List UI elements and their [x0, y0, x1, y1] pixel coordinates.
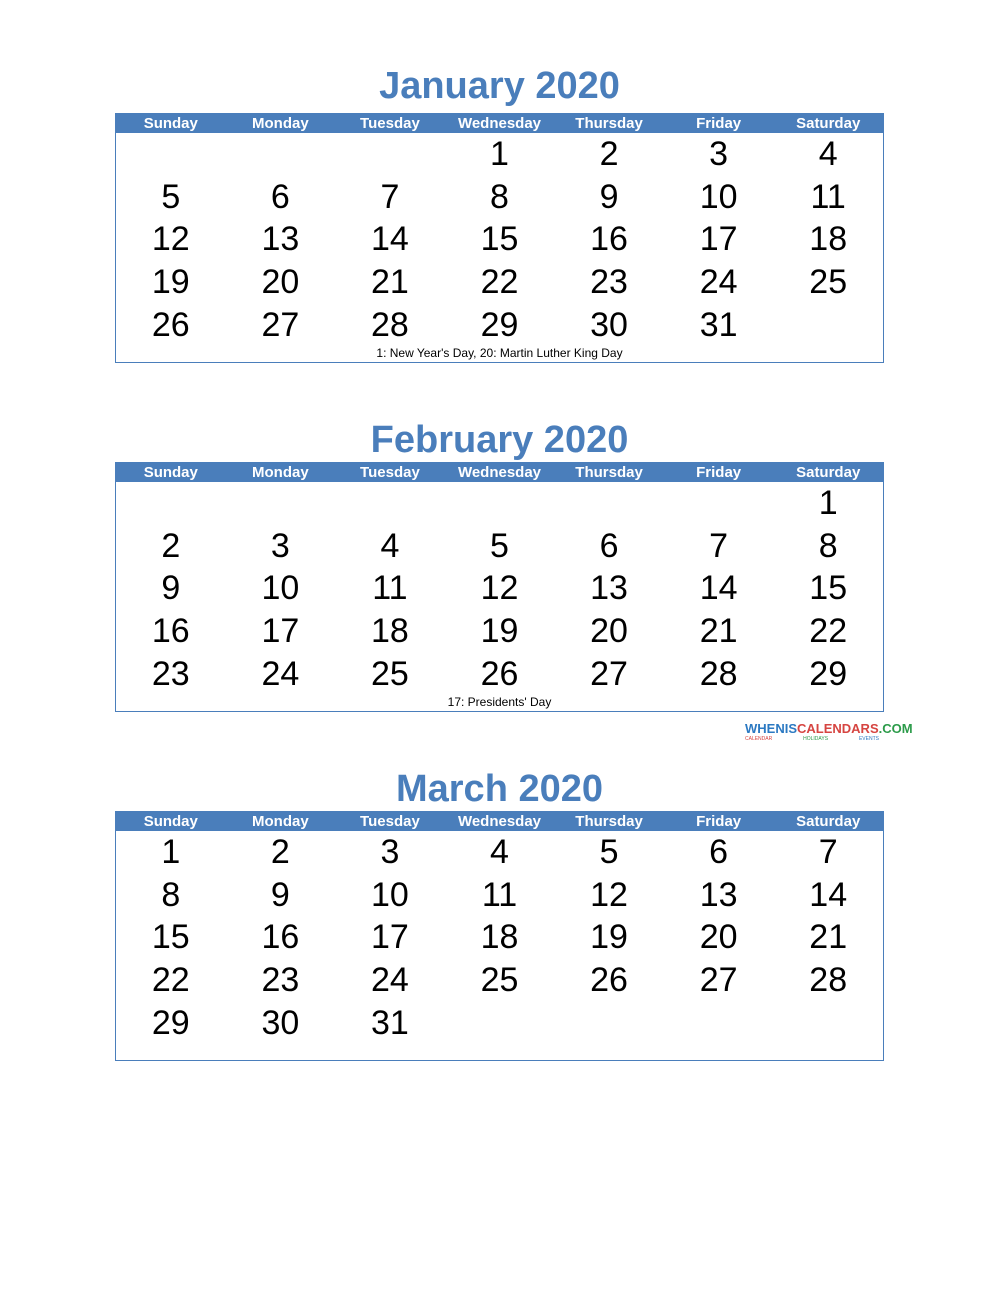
- weekday-label: Monday: [252, 464, 309, 481]
- weekday-label: Friday: [696, 464, 742, 481]
- day-cell: 2: [599, 135, 619, 173]
- day-cell: 27: [261, 305, 300, 344]
- day-cell: 31: [699, 305, 738, 344]
- day-cell: 17: [261, 612, 300, 651]
- day-cell: 19: [151, 263, 190, 302]
- day-cell: 27: [699, 961, 738, 1000]
- day-cell: 2: [270, 833, 290, 871]
- day-cell: 3: [709, 135, 729, 173]
- day-cell: 9: [270, 875, 290, 914]
- weekday-header: [116, 113, 883, 133]
- day-cell: 18: [809, 220, 848, 259]
- day-cell: 28: [809, 961, 848, 1000]
- day-cell: 1: [161, 833, 181, 871]
- day-cell: 25: [480, 961, 519, 1000]
- holiday-note: 1: New Year's Day, 20: Martin Luther King Day: [376, 346, 623, 361]
- day-cell: 13: [699, 875, 738, 914]
- day-cell: [335, 133, 445, 176]
- day-cell: 10: [699, 177, 738, 216]
- day-cell: 2: [161, 526, 181, 565]
- weekday-header: [116, 811, 883, 831]
- day-cell: 7: [380, 177, 400, 216]
- day-cell: 5: [490, 526, 509, 565]
- day-cell: 9: [161, 569, 181, 608]
- day-cell: 11: [810, 177, 846, 216]
- weekday-label: Sunday: [143, 464, 198, 481]
- day-cell: 22: [809, 612, 848, 651]
- day-cell: 5: [599, 833, 619, 871]
- day-cell: 4: [818, 135, 838, 173]
- logo-tagline: CALENDAR HOLIDAYS EVENTS: [745, 736, 879, 742]
- day-cell: 24: [371, 961, 409, 1000]
- day-cell: 12: [480, 569, 519, 608]
- day-cell: 8: [490, 177, 509, 216]
- day-cell: 26: [151, 305, 190, 344]
- day-cell: 12: [590, 875, 628, 914]
- day-cell: 3: [270, 526, 290, 565]
- day-cell: 22: [480, 263, 519, 302]
- day-cell: 25: [809, 263, 848, 302]
- day-cell: 21: [371, 263, 409, 302]
- day-cell: 13: [261, 220, 300, 259]
- weekday-label: Tuesday: [360, 464, 420, 481]
- day-cell: 26: [480, 654, 519, 693]
- day-cell: 1: [818, 484, 838, 522]
- day-cell: 17: [371, 918, 409, 957]
- weekday-label: Thursday: [575, 813, 643, 830]
- holiday-note: [116, 1044, 883, 1060]
- day-cell: [445, 1002, 555, 1045]
- day-cell: 16: [261, 918, 300, 957]
- day-cell: 9: [599, 177, 619, 216]
- day-cell: 8: [161, 875, 181, 914]
- weekday-label: Thursday: [575, 115, 643, 132]
- day-cell: 21: [699, 612, 738, 651]
- weekday-label: Friday: [696, 115, 742, 132]
- weekday-label: Saturday: [796, 813, 861, 830]
- day-cell: [664, 1002, 774, 1045]
- weekday-label: Tuesday: [360, 813, 420, 830]
- weekday-label: Wednesday: [457, 813, 542, 830]
- day-cell: 14: [809, 875, 848, 914]
- day-cell: 6: [270, 177, 290, 216]
- day-cell: [116, 482, 226, 525]
- day-cell: 4: [490, 833, 509, 871]
- day-cell: 20: [261, 263, 300, 302]
- day-cell: [773, 1002, 883, 1045]
- weekday-label: Monday: [252, 115, 309, 132]
- day-cell: 27: [590, 654, 628, 693]
- day-cell: 23: [261, 961, 300, 1000]
- day-cell: 14: [371, 220, 409, 259]
- day-cell: 7: [709, 526, 729, 565]
- day-cell: [445, 482, 555, 525]
- day-cell: 15: [480, 220, 519, 259]
- month-title: March 2020: [395, 768, 603, 810]
- weekday-label: Sunday: [143, 813, 198, 830]
- day-cell: 29: [151, 1003, 190, 1042]
- weekday-label: Tuesday: [360, 115, 420, 132]
- day-cell: 24: [261, 654, 300, 693]
- month-title: February 2020: [370, 419, 629, 461]
- day-cell: 31: [371, 1003, 409, 1042]
- day-cell: 28: [371, 305, 409, 344]
- day-cell: 6: [599, 526, 619, 565]
- day-cell: 3: [380, 833, 400, 871]
- calendar-grid: [115, 113, 884, 363]
- day-cell: 19: [590, 918, 628, 957]
- day-cell: [226, 133, 336, 176]
- day-cell: 22: [151, 961, 190, 1000]
- day-cell: 11: [372, 569, 408, 608]
- day-cell: 25: [371, 654, 409, 693]
- day-cell: 1: [490, 135, 509, 173]
- day-cell: 4: [380, 526, 400, 565]
- weekday-label: Friday: [696, 813, 742, 830]
- day-cell: 14: [699, 569, 738, 608]
- weekday-label: Saturday: [796, 464, 861, 481]
- day-cell: [226, 482, 336, 525]
- weekday-label: Thursday: [575, 464, 643, 481]
- day-cell: [554, 482, 664, 525]
- weekday-header: [116, 462, 883, 482]
- day-cell: 12: [151, 220, 190, 259]
- day-cell: 7: [818, 833, 838, 871]
- day-cell: 23: [151, 654, 190, 693]
- day-cell: 18: [480, 918, 519, 957]
- weekday-label: Monday: [252, 813, 309, 830]
- day-cell: 10: [261, 569, 300, 608]
- day-cell: 20: [699, 918, 738, 957]
- day-cell: 6: [709, 833, 729, 871]
- day-cell: 15: [809, 569, 848, 608]
- day-grid: [116, 831, 883, 1044]
- day-cell: [554, 1002, 664, 1045]
- day-cell: 11: [481, 875, 518, 914]
- day-cell: 30: [590, 305, 628, 344]
- day-cell: [773, 304, 883, 347]
- whenis-calendars-logo[interactable]: [745, 721, 913, 742]
- day-cell: [116, 133, 226, 176]
- day-cell: 28: [699, 654, 738, 693]
- day-cell: 16: [151, 612, 190, 651]
- day-cell: 30: [261, 1003, 300, 1042]
- day-cell: 20: [590, 612, 628, 651]
- holiday-note: 17: Presidents' Day: [447, 695, 552, 710]
- day-cell: 17: [699, 220, 738, 259]
- weekday-label: Wednesday: [457, 115, 542, 132]
- day-grid: [116, 482, 883, 695]
- day-cell: 19: [480, 612, 519, 651]
- day-cell: 16: [590, 220, 628, 259]
- weekday-label: Saturday: [796, 115, 861, 132]
- month-title: January 2020: [379, 65, 620, 107]
- calendar-grid: [115, 462, 884, 712]
- day-cell: 18: [371, 612, 409, 651]
- day-cell: 13: [590, 569, 628, 608]
- logo-wordmark: WHENISCALENDARS.COM: [745, 721, 913, 736]
- day-cell: 21: [809, 918, 848, 957]
- day-cell: 23: [590, 263, 628, 302]
- day-cell: [335, 482, 445, 525]
- weekday-label: Sunday: [143, 115, 198, 132]
- calendar-grid: [115, 811, 884, 1061]
- day-cell: 24: [699, 263, 738, 302]
- day-cell: 29: [480, 305, 519, 344]
- day-cell: [664, 482, 774, 525]
- weekday-label: Wednesday: [457, 464, 542, 481]
- day-cell: 10: [371, 875, 409, 914]
- day-cell: 8: [818, 526, 838, 565]
- day-cell: 26: [590, 961, 628, 1000]
- day-cell: 15: [151, 918, 190, 957]
- day-grid: [116, 133, 883, 346]
- day-cell: 29: [809, 654, 848, 693]
- day-cell: 5: [161, 177, 181, 216]
